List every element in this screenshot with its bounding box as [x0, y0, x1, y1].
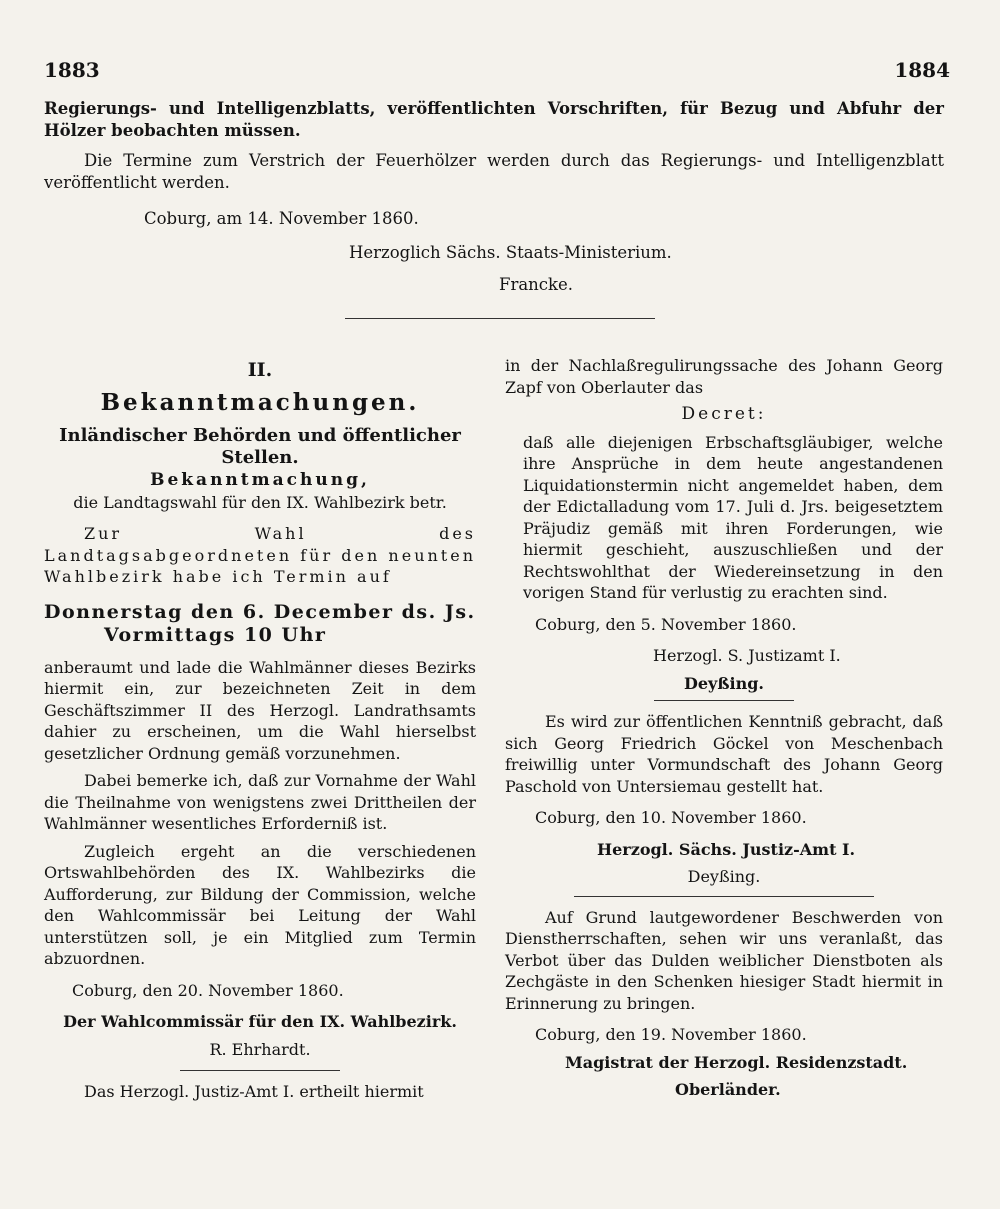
justice-intro-line: Das Herzogl. Justiz-Amt I. ertheilt hiermit	[84, 1082, 424, 1101]
election-intro: Zur Wahl des Landtagsabgeordneten für den neunten Wahlbezirk habe ich Termin auf	[44, 524, 476, 586]
top-signature: Francke.	[499, 275, 574, 294]
decret-title: Decret:	[681, 404, 767, 424]
top-place-date: Coburg, am 14. November 1860.	[144, 209, 419, 228]
election-authority: Der Wahlcommissär für den IX. Wahlbezirk.	[63, 1012, 457, 1031]
election-place-date: Coburg, den 20. November 1860.	[72, 980, 344, 1000]
right-column	[505, 355, 943, 1101]
left-separator	[180, 1070, 340, 1071]
top-authority: Herzoglich Sächs. Staats-Ministerium.	[349, 243, 672, 262]
guardianship-signature: Deyßing.	[687, 867, 761, 886]
election-time: Vormittags 10 Uhr	[104, 624, 327, 646]
election-paragraph-2: Dabei bemerke ich, daß zur Vornahme der Wahl die Theilnahme von wenigstens zwei Drittheilen der Wahlmänner wesentliches Erforderniß ist.	[44, 771, 476, 833]
separator-rule	[345, 318, 655, 319]
election-signature: R. Ehrhardt.	[209, 1039, 311, 1059]
decret-signature: Deyßing.	[684, 673, 764, 693]
right-separator-2	[574, 896, 874, 897]
section-title: Bekanntmachungen.	[100, 388, 420, 416]
page-number-left: 1883	[44, 58, 100, 82]
magistrate-signature: Oberländer.	[675, 1080, 781, 1099]
guardianship-authority: Herzogl. Sächs. Justiz-Amt I.	[597, 839, 856, 859]
decret-place-date: Coburg, den 5. November 1860.	[535, 614, 797, 634]
notice-title: Bekanntmachung,	[150, 470, 370, 490]
top-section	[44, 98, 944, 296]
magistrate-place-date: Coburg, den 19. November 1860.	[535, 1025, 807, 1044]
guardianship-place-date: Coburg, den 10. November 1860.	[535, 808, 807, 827]
election-paragraph-3: Zugleich ergeht an die verschiedenen Ortswahlbehörden des IX. Wahlbezirks die Aufforderung, zur Bildung der Commission, welche den Wahlcommissär bei Leitung der Wahl unterstützen soll, je ein Mitglied zum Termin abzuordnen.	[44, 841, 476, 968]
right-separator-1	[654, 700, 794, 701]
decret-authority: Herzogl. S. Justizamt I.	[653, 646, 841, 665]
section-number: II.	[247, 359, 273, 381]
election-date: Donnerstag den 6. December ds. Js.	[44, 600, 476, 623]
notice-subtitle: die Landtagswahl für den IX. Wahlbezirk betr.	[73, 492, 447, 512]
election-paragraph-1: anberaumt und lade die Wahlmänner dieses Bezirks hiermit ein, zur bezeichneten Zeit in dem Geschäftszimmer II des Herzogl. Landrathsamts dahier zu erscheinen, um die Wahl hierselbst gesetzlicher Ordnung gemäß vorzunehmen.	[44, 657, 476, 763]
top-paragraph-2: Die Termine zum Verstrich der Feuerhölzer werden durch das Regierungs- und Intelligenzblatt veröffentlicht werden.	[44, 151, 944, 192]
top-paragraph-1: Regierungs- und Intelligenzblatts, veröffentlichten Vorschriften, für Bezug und Abfuhr der Hölzer beobachten müssen.	[44, 99, 944, 140]
decret-intro: in der Nachlaßregulirungssache des Johann Georg Zapf von Oberlauter das	[505, 356, 943, 397]
magistrate-authority: Magistrat der Herzogl. Residenzstadt.	[565, 1052, 908, 1072]
page-number-right: 1884	[894, 58, 950, 82]
magistrate-notice: Auf Grund lautgewordener Beschwerden von Dienstherrschaften, sehen wir uns veranlaßt, das Verbot über das Dulden weiblicher Dienstboten als Zechgäste in den Schenken hiesiger Stadt hiermit in Erinnerung zu bringen.	[505, 907, 943, 1013]
decret-body: daß alle diejenigen Erbschaftsgläubiger, welche ihre Ansprüche in dem heute angestandenen Liquidationstermin nicht angemeldet haben, dem der Edictalladung vom 17. Juli d. Jrs. beigesetztem Präjudiz gemäß mit ihren Forderungen, wie hiermit geschieht, auszuschließen und der Rechtswohlthat der Wiedereinsetzung in den vorigen Stand für verlustig zu erachten sind.	[523, 432, 943, 602]
guardianship-notice: Es wird zur öffentlichen Kenntniß gebracht, daß sich Georg Friedrich Göckel von Meschenbach freiwillig unter Vormundschaft des Johann Georg Paschold von Untersiemau gestellt hat.	[505, 712, 943, 796]
left-column	[44, 360, 476, 1103]
subsection-title: Inländischer Behörden und öffentlicher Stellen.	[59, 425, 461, 468]
